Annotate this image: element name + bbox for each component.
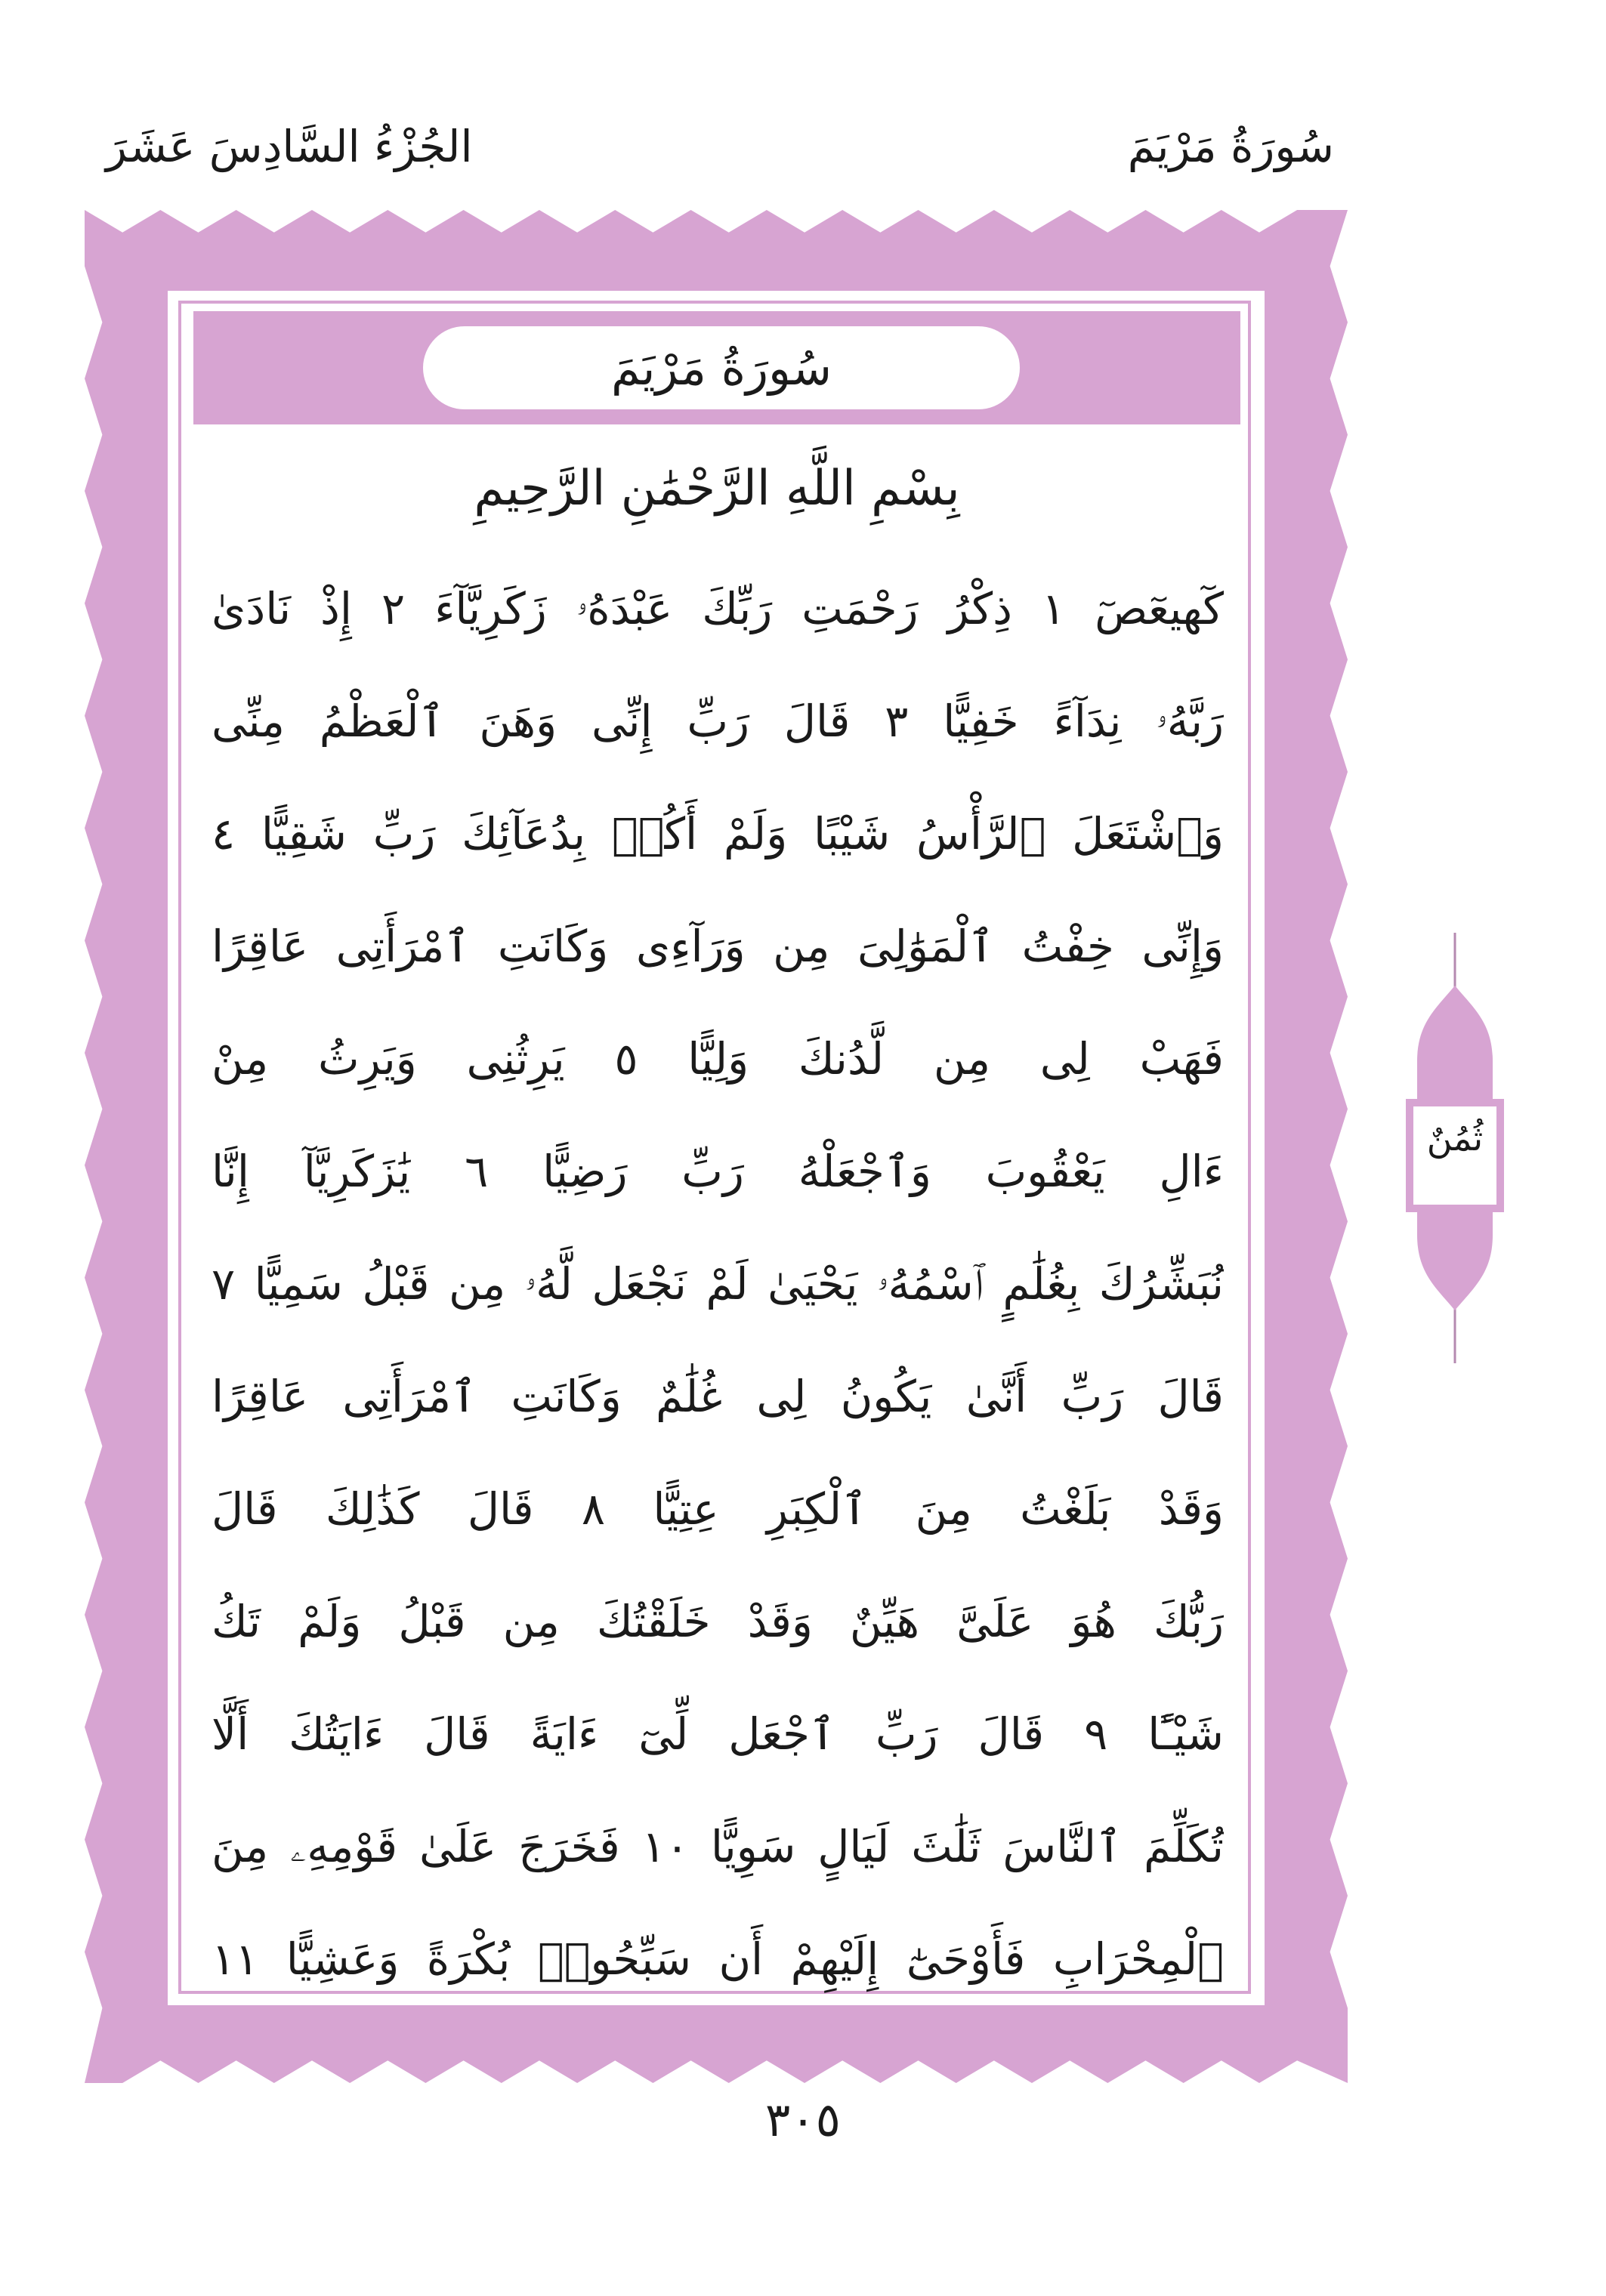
- text-line: فَهَبْ لِى مِن لَّدُنكَ وَلِيًّا ٥ يَرِثُنِى وَيَرِثُ مِنْ: [212, 1033, 1224, 1085]
- text-line: ٱلْمِحْرَابِ فَأَوْحَىٰٓ إِلَيْهِمْ أَن سَبِّحُوا۟ بُكْرَةً وَعَشِيًّا ١١: [212, 1933, 1224, 1985]
- text-line: نُبَشِّرُكَ بِغُلَٰمٍ ٱسْمُهُۥ يَحْيَىٰ لَمْ نَجْعَل لَّهُۥ مِن قَبْلُ سَمِيًّا ٧: [212, 1258, 1224, 1310]
- text-line: رَبَّهُۥ نِدَآءً خَفِيًّا ٣ قَالَ رَبِّ إِنِّى وَهَنَ ٱلْعَظْمُ مِنِّى: [212, 696, 1224, 747]
- text-line: ءَالِ يَعْقُوبَ وَٱجْعَلْهُ رَبِّ رَضِيًّا ٦ يَٰزَكَرِيَّآ إِنَّا: [212, 1146, 1224, 1197]
- text-line: وَقَدْ بَلَغْتُ مِنَ ٱلْكِبَرِ عِتِيًّا ٨ قَالَ كَذَٰلِكَ قَالَ: [212, 1483, 1224, 1535]
- header-juz: الجُزْءُ السَّادِسَ عَشَرَ: [106, 121, 473, 172]
- text-line: شَيْـًٔا ٩ قَالَ رَبِّ ٱجْعَل لِّىٓ ءَايَةً قَالَ ءَايَتُكَ أَلَّا: [212, 1708, 1224, 1760]
- surah-title: سُورَةُ مَرْيَمَ: [423, 326, 1020, 409]
- basmala: بِسْمِ اللَّهِ الرَّحْمَٰنِ الرَّحِيمِ: [474, 461, 960, 517]
- verse-text: [212, 553, 1224, 2016]
- text-line: وَٱشْتَعَلَ ٱلرَّأْسُ شَيْبًا وَلَمْ أَكُنۢ بِدُعَآئِكَ رَبِّ شَقِيًّا ٤: [212, 808, 1224, 859]
- hizb-marker-label: ثُمُنٌ: [1426, 1118, 1484, 1159]
- text-line: قَالَ رَبِّ أَنَّىٰ يَكُونُ لِى غُلَٰمٌ وَكَانَتِ ٱمْرَأَتِى عَاقِرًا: [212, 1371, 1224, 1422]
- text-line: تُكَلِّمَ ٱلنَّاسَ ثَلَٰثَ لَيَالٍ سَوِيًّا ١٠ فَخَرَجَ عَلَىٰ قَوْمِهِۦ مِنَ: [212, 1821, 1224, 1872]
- header-surah-name: سُورَةُ مَرْيَمَ: [1127, 121, 1334, 172]
- page-number: ٣٠٥: [765, 2092, 841, 2147]
- text-line: رَبُّكَ هُوَ عَلَىَّ هَيِّنٌ وَقَدْ خَلَقْتُكَ مِن قَبْلُ وَلَمْ تَكُ: [212, 1596, 1224, 1647]
- text-line: وَإِنِّى خِفْتُ ٱلْمَوَٰلِىَ مِن وَرَآءِى وَكَانَتِ ٱمْرَأَتِى عَاقِرًا: [212, 921, 1224, 972]
- text-line: كٓهيعٓصٓ ١ ذِكْرُ رَحْمَتِ رَبِّكَ عَبْدَهُۥ زَكَرِيَّآءَ ٢ إِذْ نَادَىٰ: [212, 583, 1224, 634]
